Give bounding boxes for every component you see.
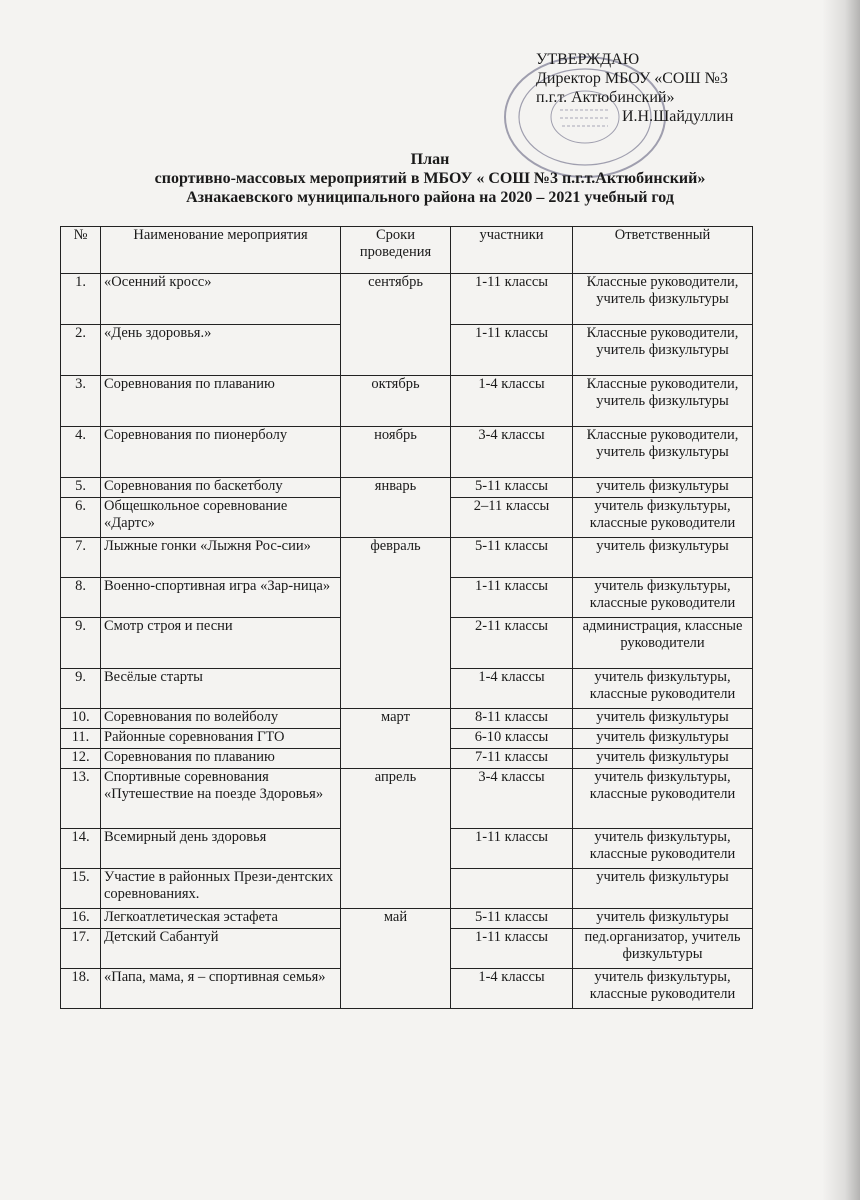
cell-number: 10. — [61, 709, 101, 729]
table-row — [61, 376, 753, 427]
cell-event: Общешкольное соревнование «Дартс» — [101, 498, 341, 538]
cell-event: Соревнования по пионерболу — [101, 427, 341, 478]
cell-participants: 1-11 классы — [451, 929, 573, 969]
cell-responsible: учитель физкультуры — [573, 478, 753, 498]
cell-participants: 5-11 классы — [451, 538, 573, 578]
approval-label: УТВЕРЖДАЮ — [536, 51, 640, 68]
title-line-3: Азнакаевского муниципального района на 2020 – 2021 учебный год — [186, 189, 674, 206]
cell-event: Детский Сабантуй — [101, 929, 341, 969]
approval-settlement: п.г.т. Актюбинский» — [536, 89, 675, 106]
cell-number: 6. — [61, 498, 101, 538]
header-event: Наименование мероприятия — [101, 227, 341, 274]
cell-participants: 1-11 классы — [451, 829, 573, 869]
cell-responsible: учитель физкультуры, классные руководители — [573, 578, 753, 618]
cell-responsible: учитель физкультуры — [573, 709, 753, 729]
cell-number: 15. — [61, 869, 101, 909]
cell-term: ноябрь — [341, 427, 451, 478]
cell-term: май — [341, 909, 451, 1009]
cell-event: Соревнования по волейболу — [101, 709, 341, 729]
approval-signature: И.Н.Шайдуллин — [622, 108, 734, 125]
cell-event: Участие в районных Прези-дентских соревнованиях. — [101, 869, 341, 909]
cell-event: Соревнования по баскетболу — [101, 478, 341, 498]
table-row — [61, 538, 753, 578]
cell-event: Спортивные соревнования «Путешествие на поезде Здоровья» — [101, 769, 341, 829]
cell-number: 5. — [61, 478, 101, 498]
cell-number: 16. — [61, 909, 101, 929]
cell-number: 13. — [61, 769, 101, 829]
header-term: Сроки проведения — [341, 227, 451, 274]
cell-event: Соревнования по плаванию — [101, 376, 341, 427]
cell-term: март — [341, 709, 451, 769]
table-row — [61, 769, 753, 829]
cell-number: 17. — [61, 929, 101, 969]
header-participants: участники — [451, 227, 573, 274]
cell-event: «Осенний кросс» — [101, 274, 341, 325]
cell-responsible: учитель физкультуры, классные руководители — [573, 829, 753, 869]
table-row — [61, 709, 753, 729]
cell-participants: 5-11 классы — [451, 909, 573, 929]
cell-term: февраль — [341, 538, 451, 709]
table-row — [61, 909, 753, 929]
cell-event: Легкоатлетическая эстафета — [101, 909, 341, 929]
cell-participants: 7-11 классы — [451, 749, 573, 769]
cell-event: Смотр строя и песни — [101, 618, 341, 669]
cell-term: сентябрь — [341, 274, 451, 376]
cell-participants: 3-4 классы — [451, 769, 573, 829]
cell-number: 9. — [61, 669, 101, 709]
cell-number: 12. — [61, 749, 101, 769]
approval-block — [536, 50, 836, 126]
cell-responsible: учитель физкультуры, классные руководители — [573, 769, 753, 829]
cell-number: 7. — [61, 538, 101, 578]
cell-responsible: Классные руководители, учитель физкультуры — [573, 325, 753, 376]
cell-responsible: Классные руководители, учитель физкультуры — [573, 376, 753, 427]
table-header-row — [61, 227, 753, 274]
cell-number: 2. — [61, 325, 101, 376]
cell-responsible: администрация, классные руководители — [573, 618, 753, 669]
cell-participants: 1-11 классы — [451, 578, 573, 618]
cell-number: 9. — [61, 618, 101, 669]
cell-number: 4. — [61, 427, 101, 478]
cell-participants: 1-4 классы — [451, 669, 573, 709]
cell-term: октябрь — [341, 376, 451, 427]
scan-shadow — [822, 0, 860, 1200]
header-number: № — [61, 227, 101, 274]
cell-participants: 1-4 классы — [451, 376, 573, 427]
cell-responsible: учитель физкультуры, классные руководители — [573, 669, 753, 709]
table-row — [61, 274, 753, 325]
table-body — [61, 274, 753, 1009]
cell-responsible: Классные руководители, учитель физкультуры — [573, 274, 753, 325]
table-row — [61, 478, 753, 498]
cell-event: Весёлые старты — [101, 669, 341, 709]
title-line-1: План — [410, 151, 450, 168]
cell-term: апрель — [341, 769, 451, 909]
cell-participants: 5-11 классы — [451, 478, 573, 498]
cell-responsible: учитель физкультуры — [573, 749, 753, 769]
cell-responsible: учитель физкультуры — [573, 909, 753, 929]
cell-participants — [451, 869, 573, 909]
cell-event: Всемирный день здоровья — [101, 829, 341, 869]
cell-event: «День здоровья.» — [101, 325, 341, 376]
cell-participants: 8-11 классы — [451, 709, 573, 729]
cell-responsible: учитель физкультуры — [573, 869, 753, 909]
cell-participants: 2-11 классы — [451, 618, 573, 669]
cell-event: «Папа, мама, я – спортивная семья» — [101, 969, 341, 1009]
cell-participants: 6-10 классы — [451, 729, 573, 749]
header-responsible: Ответственный — [573, 227, 753, 274]
cell-term: январь — [341, 478, 451, 538]
cell-event: Военно-спортивная игра «Зар-ница» — [101, 578, 341, 618]
events-table — [60, 226, 753, 1009]
table-row — [61, 427, 753, 478]
cell-number: 11. — [61, 729, 101, 749]
document-title — [100, 150, 760, 207]
cell-responsible: учитель физкультуры — [573, 538, 753, 578]
cell-responsible: учитель физкультуры, классные руководители — [573, 498, 753, 538]
cell-number: 14. — [61, 829, 101, 869]
approval-director: Директор МБОУ «СОШ №3 — [536, 70, 728, 87]
cell-responsible: Классные руководители, учитель физкультуры — [573, 427, 753, 478]
title-line-2: спортивно-массовых мероприятий в МБОУ « СОШ №3 п.г.т.Актюбинский» — [154, 170, 706, 187]
cell-participants: 1-11 классы — [451, 325, 573, 376]
cell-participants: 1-11 классы — [451, 274, 573, 325]
cell-participants: 2–11 классы — [451, 498, 573, 538]
cell-event: Районные соревнования ГТО — [101, 729, 341, 749]
cell-number: 3. — [61, 376, 101, 427]
cell-event: Соревнования по плаванию — [101, 749, 341, 769]
cell-number: 1. — [61, 274, 101, 325]
cell-responsible: пед.организатор, учитель физкультуры — [573, 929, 753, 969]
cell-responsible: учитель физкультуры — [573, 729, 753, 749]
cell-number: 8. — [61, 578, 101, 618]
cell-responsible: учитель физкультуры, классные руководители — [573, 969, 753, 1009]
cell-participants: 3-4 классы — [451, 427, 573, 478]
cell-event: Лыжные гонки «Лыжня Рос-сии» — [101, 538, 341, 578]
cell-participants: 1-4 классы — [451, 969, 573, 1009]
cell-number: 18. — [61, 969, 101, 1009]
